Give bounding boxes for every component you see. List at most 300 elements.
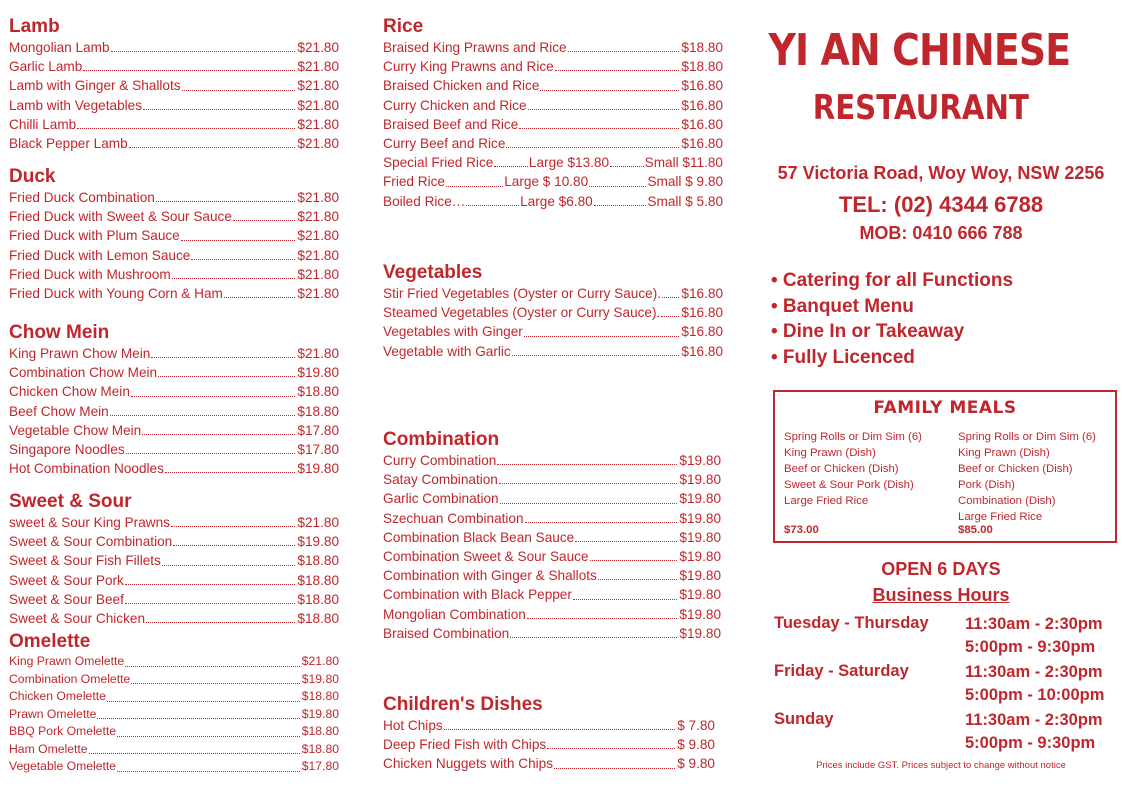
dot-leader — [528, 109, 680, 110]
menu-item — [9, 723, 339, 741]
menu-item — [383, 528, 721, 547]
hours-time: 11:30am - 2:30pm — [965, 615, 1103, 633]
dot-leader — [594, 205, 647, 206]
menu-item-name: Braised Combination — [383, 625, 510, 641]
menu-item-price: $19.80 — [297, 461, 339, 477]
dot-leader — [466, 205, 519, 206]
menu-item — [383, 470, 721, 489]
menu-item-price: $21.80 — [301, 654, 339, 668]
dot-leader — [165, 472, 296, 473]
menu-item-price: $19.80 — [679, 568, 721, 584]
menu-item — [9, 741, 339, 759]
menu-item — [383, 303, 723, 322]
menu-item — [9, 363, 339, 382]
section-omelette — [9, 631, 339, 776]
menu-item-name: Chicken Nuggets with Chips — [383, 756, 554, 772]
menu-item-price: $16.80 — [681, 305, 723, 321]
menu-item — [9, 653, 339, 671]
family-meal-item: Large Fried Rice — [784, 494, 869, 507]
menu-item-name: Vegetables with Ginger — [383, 324, 523, 340]
mobile: MOB: 0410 666 788 — [859, 223, 1023, 243]
dot-leader — [555, 70, 680, 71]
menu-item-price: $21.80 — [297, 78, 339, 94]
family-meal-price-left: $73.00 — [784, 524, 819, 536]
dot-leader — [661, 316, 679, 317]
hours-time: 11:30am - 2:30pm — [965, 711, 1103, 729]
menu-item — [383, 566, 721, 585]
dot-leader — [89, 753, 300, 754]
menu-item-price: $17.80 — [297, 422, 339, 438]
menu-item-name: Fried Rice — [383, 174, 445, 190]
menu-item-name: Combination Sweet & Sour Sauce — [383, 549, 589, 565]
dot-leader — [224, 297, 296, 298]
menu-item — [9, 284, 339, 303]
dot-leader — [444, 729, 676, 730]
dot-leader — [158, 376, 295, 377]
section-title: Rice — [383, 16, 424, 37]
menu-item — [9, 246, 339, 265]
dot-leader — [111, 51, 296, 52]
menu-item-name: Fried Duck with Plum Sauce — [9, 228, 180, 244]
menu-item — [9, 265, 339, 284]
dot-leader — [146, 622, 295, 623]
dot-leader — [126, 453, 296, 454]
menu-item-price: $16.80 — [681, 136, 723, 152]
family-meal-item: Spring Rolls or Dim Sim (6) — [958, 431, 1096, 443]
restaurant-name: YI AN CHINESE — [768, 25, 1071, 76]
dot-leader — [129, 147, 296, 148]
dot-leader — [547, 748, 675, 749]
menu-item — [383, 716, 715, 735]
feature-item: • Dine In or Takeaway — [771, 321, 965, 342]
family-meal-item: Spring Rolls or Dim Sim (6) — [784, 431, 922, 443]
family-meal-item: Beef or Chicken (Dish) — [958, 462, 1073, 475]
hours-time: 11:30am - 2:30pm — [965, 663, 1103, 681]
hours-time: 5:00pm - 9:30pm — [965, 734, 1096, 752]
menu-item-name: Mongolian Combination — [383, 606, 526, 622]
dot-leader — [512, 355, 680, 356]
section-chow-mein — [9, 322, 339, 478]
menu-item-name: BBQ Pork Omelette — [9, 724, 117, 738]
menu-item-name: sweet & Sour King Prawns — [9, 515, 170, 530]
dot-leader — [162, 565, 296, 566]
menu-item-name: Sweet & Sour Fish Fillets — [9, 553, 161, 569]
menu-item-price: $17.80 — [301, 759, 339, 773]
menu-item-price: $18.80 — [681, 40, 723, 55]
menu-item-price: $21.80 — [297, 515, 339, 530]
menu-item-price: $16.80 — [681, 116, 723, 132]
menu-item-name: Combination Chow Mein — [9, 365, 158, 381]
dot-leader — [191, 259, 295, 260]
menu-item-name: Fried Duck with Young Corn & Ham — [9, 286, 223, 302]
menu-item-name: Curry Chicken and Rice — [383, 97, 527, 113]
dot-leader — [519, 128, 679, 129]
menu-item-name: Steamed Vegetables (Oyster or Curry Sauce). — [383, 305, 661, 321]
dot-leader — [173, 545, 295, 546]
menu-item-name: Lamb with Vegetables — [9, 97, 143, 113]
menu-item — [383, 284, 723, 303]
menu-item-name: Boiled Rice… — [383, 193, 466, 209]
menu-item-name: Singapore Noodles — [9, 442, 125, 458]
menu-item-price: $16.80 — [681, 78, 723, 94]
family-meal-item: King Prawn (Dish) — [958, 446, 1050, 459]
menu-item-price: $21.80 — [297, 209, 339, 225]
family-meal-right — [958, 430, 1096, 525]
sized-menu-item — [383, 153, 723, 172]
section-combination — [383, 429, 721, 643]
menu-item-name: Vegetable Chow Mein — [9, 422, 142, 438]
menu-list — [9, 188, 339, 303]
section-childrens-dishes — [383, 694, 715, 774]
dot-leader — [143, 109, 295, 110]
feature-item: • Fully Licenced — [771, 346, 915, 368]
menu-item — [383, 451, 721, 470]
address: 57 Victoria Road, Woy Woy, NSW 2256 — [777, 163, 1105, 183]
menu-item-name: Combination Omelette — [9, 671, 131, 686]
menu-item-price: $18.80 — [297, 553, 339, 569]
section-title: Lamb — [9, 16, 60, 37]
dot-leader — [172, 278, 296, 279]
family-meal-item: Combination (Dish) — [958, 494, 1056, 507]
open-days: OPEN 6 DAYS — [881, 559, 1001, 579]
restaurant-subtitle: RESTAURANT — [812, 88, 1029, 128]
menu-item-name: Curry Beef and Rice — [383, 136, 506, 152]
menu-item — [383, 735, 715, 754]
menu-item-price: $19.80 — [297, 534, 339, 550]
family-meals-box — [773, 390, 1117, 543]
dot-leader — [142, 434, 295, 435]
menu-item — [383, 489, 721, 508]
menu-item — [9, 609, 339, 628]
dot-leader — [499, 483, 678, 484]
dot-leader — [510, 637, 677, 638]
menu-item-price: $16.80 — [681, 97, 723, 113]
dot-leader — [500, 503, 678, 504]
menu-item — [9, 38, 339, 57]
menu-item — [9, 758, 339, 776]
section-title: Combination — [383, 429, 500, 450]
menu-item-name: Braised Chicken and Rice — [383, 78, 540, 94]
menu-item-price: $19.80 — [301, 671, 339, 686]
menu-item — [9, 421, 339, 440]
menu-item-price: $19.80 — [679, 549, 721, 565]
menu-item-price: $19.80 — [679, 606, 721, 622]
dot-leader — [151, 357, 295, 358]
menu-item-name: Prawn Omelette — [9, 706, 97, 721]
dot-leader — [598, 579, 678, 580]
menu-item-name: King Prawn Omelette — [9, 654, 125, 668]
dot-leader — [182, 90, 296, 91]
menu-item — [9, 382, 339, 401]
dot-leader — [125, 603, 296, 604]
menu-item-price: $21.80 — [297, 116, 339, 132]
menu-item-price: $21.80 — [297, 228, 339, 244]
menu-item-name: Stir Fried Vegetables (Oyster or Curry Sauce). — [383, 286, 662, 301]
menu-list — [383, 284, 723, 361]
menu-item — [9, 226, 339, 245]
dot-leader — [494, 166, 528, 167]
dot-leader — [181, 240, 296, 241]
dot-leader — [575, 541, 677, 542]
dot-leader — [83, 70, 295, 71]
sized-menu-item — [383, 172, 723, 191]
menu-item-price: $ 7.80 — [677, 718, 715, 733]
section-vegetables — [383, 262, 723, 361]
dot-leader — [171, 526, 295, 527]
dot-leader — [117, 736, 300, 737]
menu-item-name: Ham Omelette — [9, 741, 88, 756]
menu-item — [9, 532, 339, 551]
menu-item-price: $21.80 — [297, 266, 339, 282]
menu-item-price: $19.80 — [679, 453, 721, 468]
dot-leader — [125, 666, 300, 667]
section-title: Sweet & Sour — [9, 491, 132, 512]
menu-item-price: $19.80 — [297, 365, 339, 381]
section-title: Children's Dishes — [383, 694, 543, 715]
menu-item-price: $19.80 — [679, 529, 721, 545]
menu-item-price: $19.80 — [679, 472, 721, 488]
menu-item-price: $ 9.80 — [677, 756, 715, 772]
dot-leader — [568, 51, 680, 52]
section-title: Chow Mein — [9, 322, 110, 343]
menu-list — [383, 38, 723, 153]
dot-leader — [497, 464, 677, 465]
menu-item-name: Sweet & Sour Combination — [9, 534, 173, 550]
dot-leader — [589, 186, 646, 187]
menu-item-name: Curry King Prawns and Rice — [383, 59, 554, 75]
dot-leader — [524, 336, 680, 337]
menu-item-price: $19.80 — [679, 510, 721, 526]
dot-leader — [525, 522, 678, 523]
menu-item-name: Mongolian Lamb — [9, 40, 110, 55]
menu-item-price: $18.80 — [681, 59, 723, 75]
menu-list — [9, 653, 339, 776]
menu-item-price: $18.80 — [297, 572, 339, 588]
menu-item-price: $19.80 — [679, 625, 721, 641]
hours-day: Tuesday - Thursday — [774, 614, 929, 632]
business-hours-title: Business Hours — [872, 585, 1010, 605]
telephone: TEL: (02) 4344 6788 — [838, 192, 1044, 217]
menu-item — [9, 551, 339, 570]
menu-item-price: $21.80 — [297, 190, 339, 205]
dot-leader — [590, 560, 678, 561]
menu-item — [383, 342, 723, 361]
dot-leader — [506, 147, 679, 148]
menu-item-name: Curry Combination — [383, 453, 497, 468]
menu-item-name: Vegetable with Garlic — [383, 343, 511, 359]
dot-leader — [117, 771, 300, 772]
dot-leader — [131, 683, 299, 684]
large-price: Large $13.80 — [528, 155, 610, 171]
menu-item-price: $19.80 — [679, 491, 721, 507]
menu-item-name: King Prawn Chow Mein — [9, 346, 151, 361]
menu-item-name: Sweet & Sour Pork — [9, 572, 124, 588]
dot-leader — [156, 201, 296, 202]
menu-item-name: Hot Combination Noodles — [9, 461, 164, 477]
menu-item-price: $21.80 — [297, 97, 339, 113]
feature-item: • Banquet Menu — [771, 295, 914, 317]
sized-rice-list — [383, 153, 723, 211]
dot-leader — [131, 396, 296, 397]
menu-item — [383, 605, 721, 624]
hours-day: Friday - Saturday — [774, 662, 909, 680]
dot-leader — [97, 718, 299, 719]
menu-item-price: $18.80 — [297, 384, 339, 400]
menu-item-price: $21.80 — [297, 136, 339, 152]
section-lamb — [9, 16, 339, 153]
dot-leader — [662, 297, 679, 298]
menu-item-name: Chilli Lamb — [9, 116, 77, 132]
menu-item-price: $18.80 — [301, 724, 339, 738]
menu-item-name: Fried Duck with Sweet & Sour Sauce — [9, 209, 232, 225]
menu-item — [9, 344, 339, 363]
menu-item — [383, 509, 721, 528]
menu-item-name: Combination with Black Pepper — [383, 587, 572, 603]
menu-item-price: $18.80 — [297, 611, 339, 627]
dot-leader — [527, 618, 678, 619]
menu-item-name: Sweet & Sour Beef — [9, 591, 124, 607]
menu-item — [383, 585, 721, 604]
menu-item-name: Chicken Omelette — [9, 689, 106, 703]
small-price: Small $ 9.80 — [647, 174, 724, 190]
menu-item — [9, 571, 339, 590]
family-meal-item: Sweet & Sour Pork (Dish) — [784, 478, 914, 491]
large-price: Large $ 10.80 — [504, 174, 589, 190]
menu-item — [383, 754, 715, 773]
menu-item-name: Chicken Chow Mein — [9, 384, 130, 400]
section-rice — [383, 16, 723, 211]
price-note: Prices include GST. Prices subject to change without notice — [816, 760, 1066, 771]
menu-item-name: Hot Chips — [383, 718, 443, 733]
menu-item-price: $21.80 — [297, 247, 339, 263]
dot-leader — [77, 128, 295, 129]
menu-item-name: Braised King Prawns and Rice — [383, 40, 567, 55]
dot-leader — [446, 186, 503, 187]
menu-item-name: Black Pepper Lamb — [9, 136, 128, 152]
menu-item-price: $18.80 — [297, 591, 339, 607]
family-meal-item: Large Fried Rice — [958, 510, 1043, 523]
menu-item — [9, 96, 339, 115]
menu-item — [9, 76, 339, 95]
section-sweet-sour — [9, 491, 339, 628]
menu-item-price: $ 9.80 — [677, 737, 715, 753]
menu-item-price: $16.80 — [681, 324, 723, 340]
dot-leader — [107, 701, 300, 702]
menu-item-name: Satay Combination — [383, 472, 498, 488]
family-meal-item: King Prawn (Dish) — [784, 446, 876, 459]
menu-item-price: $18.80 — [301, 741, 339, 756]
small-price: Small $ 5.80 — [647, 193, 724, 209]
menu-item — [383, 547, 721, 566]
dot-leader — [233, 220, 296, 221]
family-meal-price-right: $85.00 — [958, 524, 993, 536]
menu-item-price: $19.80 — [301, 706, 339, 721]
family-meal-item: Pork (Dish) — [958, 478, 1015, 491]
menu-item-name: Fried Duck Combination — [9, 190, 155, 205]
menu-list — [9, 344, 339, 478]
menu-item — [383, 624, 721, 643]
menu-item-price: $19.80 — [679, 587, 721, 603]
menu-item-name: Garlic Combination — [383, 491, 499, 507]
menu-item — [9, 115, 339, 134]
menu-item-name: Beef Chow Mein — [9, 403, 109, 419]
dot-leader — [110, 415, 296, 416]
menu-list — [383, 716, 715, 774]
section-duck — [9, 166, 339, 303]
menu-item — [9, 134, 339, 153]
menu-item-price: $16.80 — [681, 343, 723, 359]
menu-item-price: $21.80 — [297, 346, 339, 361]
menu-item-name: Lamb with Ginger & Shallots — [9, 78, 181, 94]
menu-item-name: Combination with Ginger & Shallots — [383, 568, 597, 584]
menu-item — [383, 38, 723, 57]
menu-item — [383, 57, 723, 76]
family-meals-title: FAMILY MEALS — [873, 398, 1017, 418]
menu-item-price: $18.80 — [301, 689, 339, 703]
menu-item-name: Deep Fried Fish with Chips — [383, 737, 547, 753]
menu-item-name: Braised Beef and Rice — [383, 116, 519, 132]
section-title: Duck — [9, 166, 56, 187]
menu-item — [9, 513, 339, 532]
menu-item — [9, 688, 339, 706]
dot-leader — [554, 768, 675, 769]
menu-item-price: $21.80 — [297, 40, 339, 55]
family-meal-left — [784, 430, 922, 510]
menu-item — [383, 322, 723, 341]
large-price: Large $6.80 — [520, 193, 593, 209]
menu-list — [9, 513, 339, 628]
dot-leader — [125, 584, 296, 585]
section-title: Omelette — [9, 631, 91, 652]
menu-item — [383, 76, 723, 95]
menu-item — [9, 459, 339, 478]
menu-item-price: $17.80 — [297, 442, 339, 458]
menu-item — [9, 402, 339, 421]
menu-item-name: Combination Black Bean Sauce — [383, 529, 575, 545]
menu-item — [9, 671, 339, 689]
menu-item-price: $21.80 — [297, 286, 339, 302]
menu-item — [383, 96, 723, 115]
menu-item-name: Garlic Lamb — [9, 59, 83, 75]
menu-item-price: $21.80 — [297, 59, 339, 75]
feature-item: • Catering for all Functions — [771, 270, 1014, 291]
menu-item — [9, 440, 339, 459]
hours-time: 5:00pm - 9:30pm — [965, 638, 1096, 656]
dot-leader — [573, 599, 678, 600]
menu-item-name: Special Fried Rice — [383, 155, 494, 171]
menu-item-price: $16.80 — [681, 286, 723, 301]
hours-day: Sunday — [774, 710, 834, 728]
hours-time: 5:00pm - 10:00pm — [965, 686, 1105, 704]
dot-leader — [540, 90, 679, 91]
dot-leader — [610, 166, 644, 167]
sized-menu-item — [383, 192, 723, 211]
menu-list — [383, 451, 721, 643]
menu-list — [9, 38, 339, 153]
menu-item-name: Sweet & Sour Chicken — [9, 611, 146, 627]
menu-item-name: Szechuan Combination — [383, 510, 524, 526]
menu-item — [383, 134, 723, 153]
menu-item-name: Fried Duck with Lemon Sauce — [9, 247, 191, 263]
family-meal-item: Beef or Chicken (Dish) — [784, 462, 899, 475]
small-price: Small $11.80 — [644, 155, 723, 171]
feature-list — [771, 268, 1013, 370]
menu-item — [9, 207, 339, 226]
menu-item-name: Fried Duck with Mushroom — [9, 266, 171, 282]
menu-item — [9, 188, 339, 207]
section-title: Vegetables — [383, 262, 483, 283]
menu-item-name: Vegetable Omelette — [9, 759, 117, 773]
